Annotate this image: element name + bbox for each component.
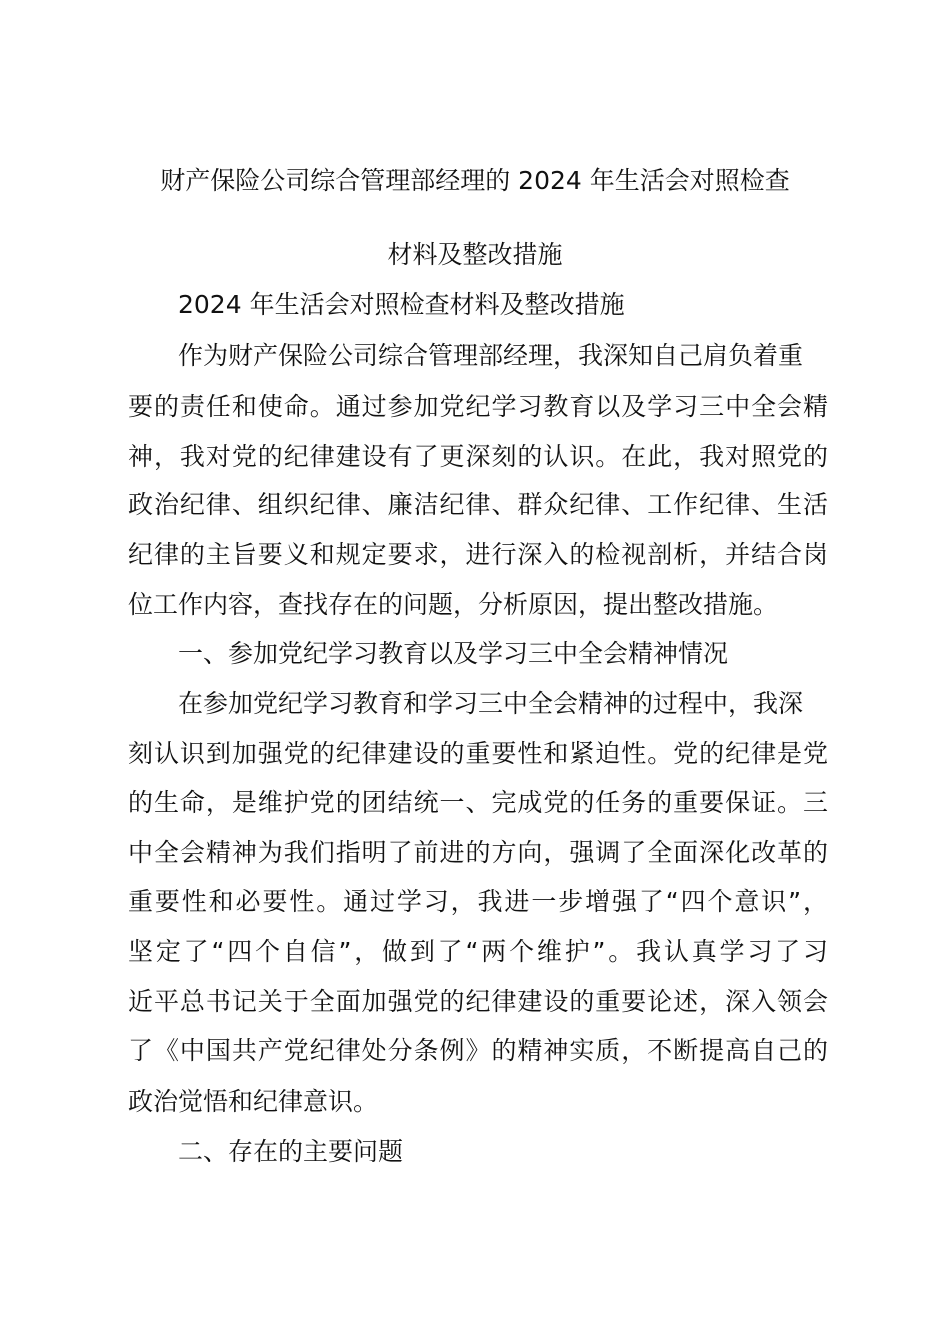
paragraph-line: 的生命，是维护党的团结统一、完成党的任务的重要保证。三 [128, 788, 828, 817]
paragraph-line: 神，我对党的纪律建设有了更深刻的认识。在此，我对照党的 [128, 442, 828, 471]
paragraph-line: 近平总书记关于全面加强党的纪律建设的重要论述，深入领会 [128, 987, 828, 1016]
document-subtitle: 2024 年生活会对照检查材料及整改措施 [178, 290, 625, 319]
paragraph-line: 中全会精神为我们指明了前进的方向，强调了全面深化改革的 [128, 838, 828, 867]
paragraph-line: 在参加党纪学习教育和学习三中全会精神的过程中，我深 [178, 689, 804, 718]
paragraph-line: 纪律的主旨要义和规定要求，进行深入的检视剖析，并结合岗 [128, 540, 828, 569]
paragraph-line: 政治纪律、组织纪律、廉洁纪律、群众纪律、工作纪律、生活 [128, 490, 828, 519]
paragraph-line: 要的责任和使命。通过参加党纪学习教育以及学习三中全会精 [128, 392, 828, 421]
paragraph-line: 了《中国共产党纪律处分条例》的精神实质，不断提高自己的 [128, 1036, 828, 1065]
paragraph-line: 重要性和必要性。通过学习，我进一步增强了“四个意识”， [128, 887, 828, 916]
paragraph-line: 刻认识到加强党的纪律建设的重要性和紧迫性。党的纪律是党 [128, 739, 828, 768]
paragraph-line: 坚定了“四个自信”，做到了“两个维护”。我认真学习了习 [128, 937, 828, 966]
paragraph-line: 作为财产保险公司综合管理部经理，我深知自己肩负着重 [178, 341, 804, 370]
section-heading-2: 二、存在的主要问题 [178, 1137, 404, 1166]
section-heading-1: 一、参加党纪学习教育以及学习三中全会精神情况 [178, 639, 729, 668]
document-title-line-2: 材料及整改措施 [387, 240, 563, 269]
paragraph-line: 政治觉悟和纪律意识。 [128, 1087, 379, 1116]
paragraph-line: 位工作内容，查找存在的问题，分析原因，提出整改措施。 [128, 590, 779, 619]
document-title-line-1: 财产保险公司综合管理部经理的 2024 年生活会对照检查 [160, 166, 790, 195]
